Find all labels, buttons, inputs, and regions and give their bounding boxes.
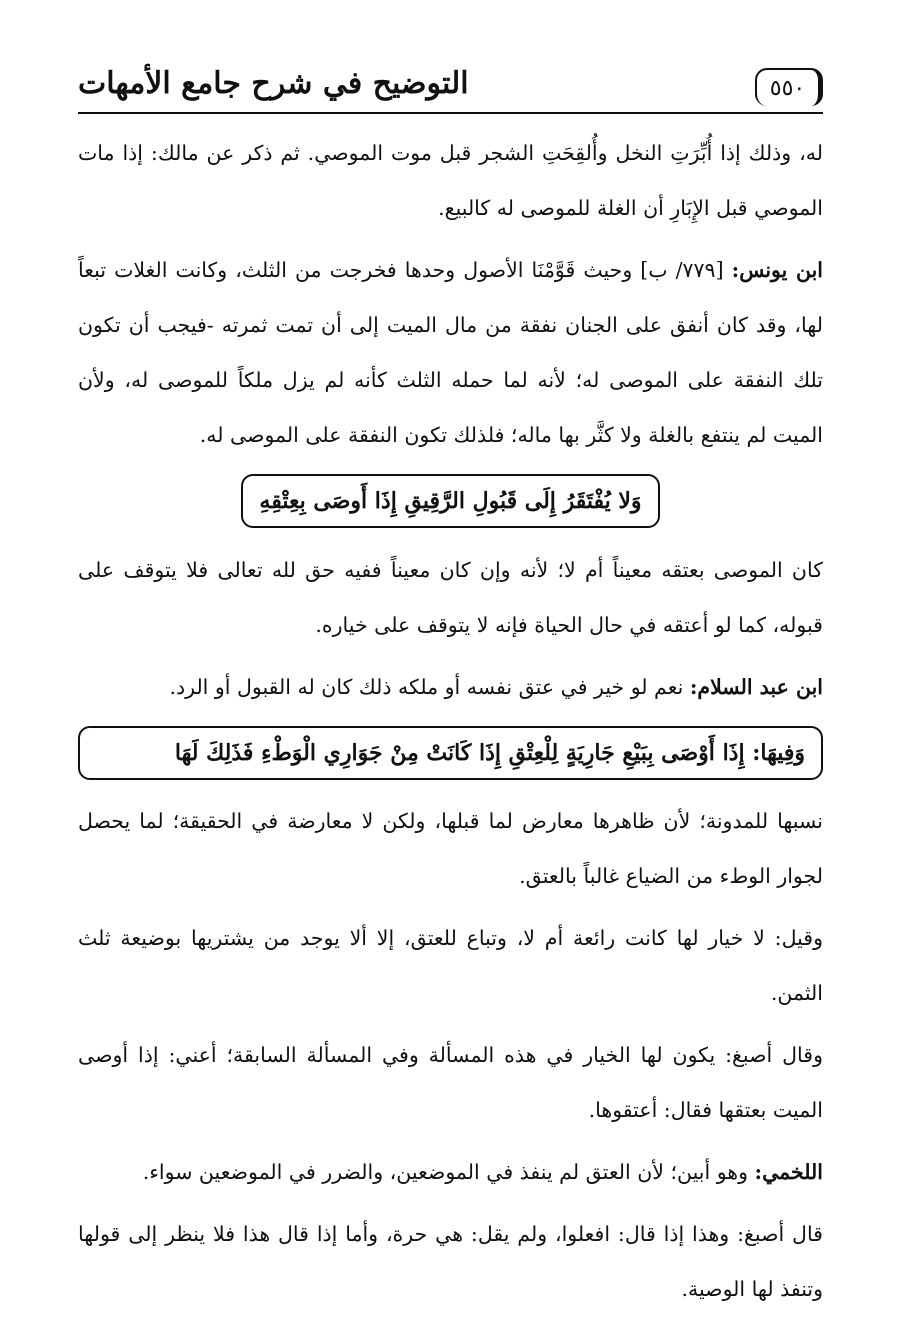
paragraph: وقيل: لا خيار لها كانت رائعة أم لا، وتباع للعتق، إلا ألا يوجد من يشتريها بوضيعة ثلث الثمن. [78, 926, 823, 1005]
matn-text: وَفِيهَا: إِذَا أَوْصَى بِبَيْعِ جَارِيَةٍ لِلْعِتْقِ إِذَا كَانَتْ مِنْ جَوَارِي الْوَطْءِ فَذَلِكَ لَهَا [78, 726, 823, 780]
book-title: التوضيح في شرح جامع الأمهات [78, 66, 469, 101]
paragraph: نسبها للمدونة؛ لأن ظاهرها معارض لما قبلها، ولكن لا معارضة في الحقيقة؛ لما يحصل لجوار الوطء من الضياع غالباً بالعتق. [78, 809, 823, 888]
header-rule [78, 112, 823, 114]
matn-box [78, 726, 823, 780]
paragraph: له، وذلك إذا أُبِّرَتِ النخل وأُلقِحَتِ الشجر قبل موت الموصي. ثم ذكر عن مالك: إذا مات الموصي قبل الإِبَارِ أن الغلة للموصى له كالبيع. [78, 141, 823, 220]
paragraph: كان الموصى بعتقه معيناً أم لا؛ لأنه وإن كان معيناً ففيه حق لله تعالى فلا يتوقف على قبوله، كما لو أعتقه في حال الحياة فإنه لا يتوقف على خياره. [78, 558, 823, 637]
page-number: ٥٥٠ [755, 68, 823, 106]
author-lead: ابن عبد السلام: [689, 675, 823, 699]
paragraph: وقال أصبغ: يكون لها الخيار في هذه المسألة وفي المسألة السابقة؛ أعني: إذا أوصى الميت بعتقها فقال: أعتقوها. [78, 1043, 823, 1122]
paragraph: ابن يونس: [٧٧٩/ ب] وحيث قَوَّمْنَا الأصول وحدها فخرجت من الثلث، وكانت الغلات تبعاً لها، وقد كان أنفق على الجنان نفقة من مال الميت إلى أن تمت ثمرته -فيجب أن تكون تلك النفقة على الموصى له؛ لأنه لما حمله الثلث كأنه لم يزل ملكاً للموصى له، ولأن الميت لم ينتفع بالغلة ولا كثَّر بها ماله؛ فلذلك تكون النفقة على الموصى له. [78, 258, 823, 447]
author-lead: ابن يونس: [731, 258, 823, 282]
author-lead: اللخمي: [754, 1160, 823, 1184]
paragraph: اللخمي: وهو أبين؛ لأن العتق لم ينفذ في الموضعين، والضرر في الموضعين سواء. [142, 1160, 823, 1184]
matn-text: وَلا يُفْتَقَرُ إِلَى قَبُولِ الرَّقِيقِ إِذَا أَوصَى بِعِتْقِهِ [241, 474, 659, 528]
matn-box [78, 474, 823, 529]
page-body [78, 126, 823, 1324]
running-header [78, 62, 823, 114]
paragraph: ابن عبد السلام: نعم لو خير في عتق نفسه أو ملكه ذلك كان له القبول أو الرد. [169, 675, 823, 699]
paragraph: قال أصبغ: وهذا إذا قال: افعلوا، ولم يقل: هي حرة، وأما إذا قال هذا فلا ينظر إلى قولها وتنفذ لها الوصية. [78, 1222, 823, 1301]
